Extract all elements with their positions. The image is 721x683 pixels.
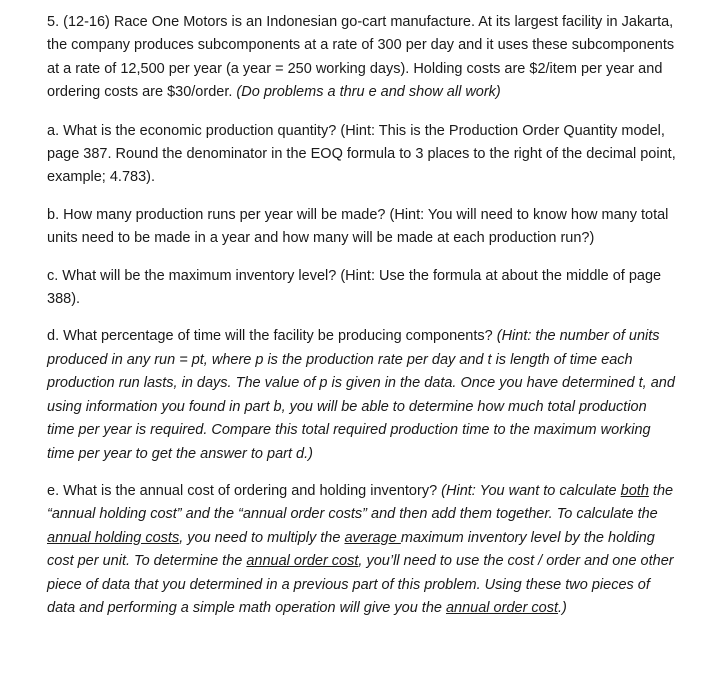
part-b-question	[47, 204, 677, 251]
intro-text: 5. (12-16) Race One Motors is an Indonesian go-cart manufacture. At its largest facility in Jakarta, the company produces subcomponents at a rate of 300 per day and it uses these subcomponents at a rate of 12,500 per year (a year = 250 working days). Holding costs are $2/item per year and ordering costs are $30/order.	[47, 14, 675, 101]
part-e-text: e. What is the annual cost of ordering and holding inventory?	[47, 482, 442, 499]
part-d-hint: (Hint: the number of units produced in any run = pt, where p is the production rate per day and t is length of time each production run lasts, in days. The value of p is given in the data. Once you have determined t, and using information you found in part b, you will be able to determine how much total production time per year is required. Compare this total required production time to the maximum working time per year to get the answer to part d.)	[47, 328, 675, 462]
part-a-text: a. What is the economic production quantity? (Hint: This is the Production Order Quantity model, page 387. Round the denominator in the EOQ formula to 3 places to the right of the decimal point, example; 4.783).	[47, 122, 676, 186]
hint-segment: , you’ll need to use the cost / order and one other piece of data that you determined in a previous part of this problem. Using these two pieces of data and performing a simple math operation will give you the	[47, 553, 674, 616]
hint-underlined: average	[344, 529, 401, 546]
hint-segment: (Hint: You want to calculate	[441, 482, 621, 499]
hint-segment: maximum inventory level by the holding cost per unit. To determine the	[47, 529, 655, 570]
hint-underlined: both	[620, 482, 649, 499]
problem-intro	[47, 11, 677, 105]
hint-underlined: annual order cost	[246, 553, 359, 570]
part-c-question	[47, 265, 677, 312]
hint-segment: the “annual holding cost” and the “annual order costs” and then add them together. To calculate the	[47, 482, 674, 523]
problem-document	[47, 11, 677, 634]
part-a-question	[47, 120, 677, 190]
hint-underlined: annual holding costs	[47, 529, 180, 546]
part-e-question	[47, 480, 677, 620]
hint-underlined: annual order cost	[445, 599, 559, 616]
part-d-question	[47, 325, 677, 465]
part-c-text: c. What will be the maximum inventory level? (Hint: Use the formula at about the middle of page 388).	[47, 267, 662, 308]
hint-segment: .)	[558, 599, 567, 616]
hint-segment: , you need to multiply the	[179, 529, 345, 546]
part-b-text: b. How many production runs per year will be made? (Hint: You will need to know how many total units need to be made in a year and how many will be made at each production run?)	[47, 206, 669, 247]
part-d-text: d. What percentage of time will the facility be producing components?	[47, 328, 497, 345]
intro-instruction: (Do problems a thru e and show all work)	[236, 84, 501, 101]
part-e-hint	[47, 483, 674, 616]
